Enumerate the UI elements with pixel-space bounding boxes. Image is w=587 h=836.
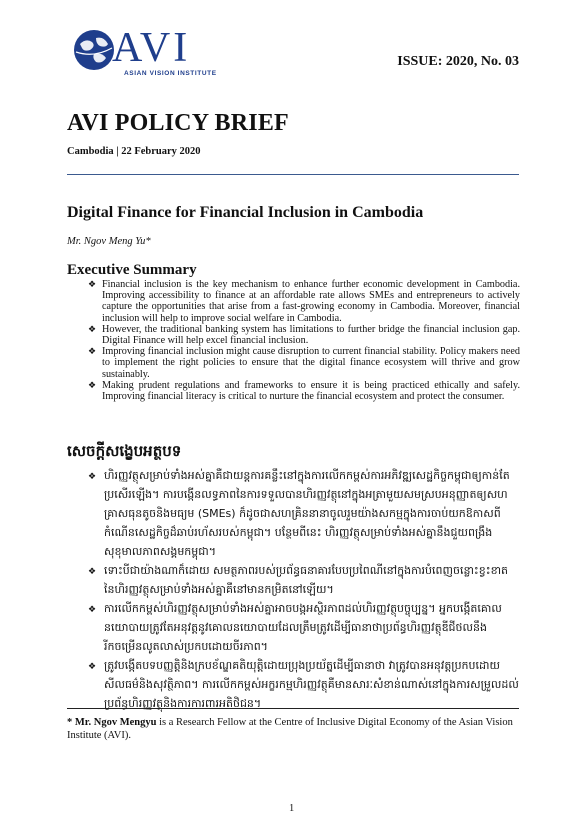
issue-label: ISSUE: 2020, No. 03 [397, 54, 519, 69]
list-item [88, 346, 520, 380]
summary-text: However, the traditional banking system has limitations to further bridge the financial inclusion gap. Digital Finance will help excel financial inclusion. [102, 323, 520, 347]
list-item [88, 466, 520, 561]
list-item [88, 380, 520, 402]
khmer-summary-heading: សេចក្តីសង្ខេបអត្ថបទ [67, 442, 182, 460]
page-number: 1 [289, 803, 295, 814]
diamond-bullet-icon: ❖ [88, 279, 97, 289]
diamond-bullet-icon: ❖ [88, 323, 97, 334]
brief-title: AVI POLICY BRIEF [67, 110, 289, 136]
khmer-text: ត្រូវបង្កើតបទបញ្ញត្តិនិងក្របខ័ណ្ឌគតិយុត្តិដោយប្រុងប្រយ័ត្នដើម្បីធានាថា វាត្រូវបានអនុវត្តប្រកបដោយសីលធម៌និងសុវត្ថិភាព។ ការលើកកម្ពស់អក្ខរកម្មហិរញ្ញវត្ថុគឺមានសារៈសំខាន់ណាស់នៅក្នុងការសម្រួលដល់ប្រព័ន្ធហិរញ្ញវត្ថុនិងការការពារអតិថិជន។ [104, 659, 519, 710]
list-item [88, 656, 520, 713]
summary-text: Making prudent regulations and frameworks to ensure it is being practiced ethically and safely. Improving financial literacy is critical to nurture the financial ecosystem and protect the consumer. [102, 379, 520, 403]
list-item [88, 324, 520, 346]
diamond-bullet-icon: ❖ [88, 605, 97, 615]
diamond-bullet-icon: ❖ [88, 346, 97, 357]
header-divider [67, 174, 519, 175]
diamond-bullet-icon: ❖ [88, 567, 97, 577]
globe-icon [72, 28, 116, 72]
footnote-divider [67, 708, 519, 709]
executive-summary-heading: Executive Summary [67, 262, 197, 278]
diamond-bullet-icon: ❖ [88, 379, 97, 390]
list-item [88, 599, 520, 656]
khmer-text: ទោះបីជាយ៉ាងណាក៏ដោយ សមត្ថភាពរបស់ប្រព័ន្ធធនាគារបែបប្រពៃណីនៅក្នុងការបំពេញចន្លោះខ្វះខាតនៃហិរញ្ញវត្ថុសម្រាប់ទាំងអស់គ្នាគឺនៅមានកម្រិតនៅឡើយ។ [104, 564, 509, 596]
article-title: Digital Finance for Financial Inclusion in Cambodia [67, 204, 424, 221]
diamond-bullet-icon: ❖ [88, 662, 97, 672]
logo-subtitle: ASIAN VISION INSTITUTE [124, 70, 217, 77]
author: Mr. Ngov Meng Yu* [67, 236, 151, 247]
summary-text: Financial inclusion is the key mechanism to enhance further economic development in Cambodia. Improving accessibility to finance at an affordable rate allows SMEs and entrepreneurs to actively capture the opportunities that arise from a fast-growing economy in Cambodia. Moreover, financial inclusion will help to improve social welfare in Cambodia. [102, 279, 520, 324]
footnote-author: * Mr. Ngov Mengyu [67, 717, 157, 728]
dateline: Cambodia | 22 February 2020 [67, 146, 201, 157]
list-item [88, 561, 520, 599]
khmer-text: ការលើកកម្ពស់ហិរញ្ញវត្ថុសម្រាប់ទាំងអស់គ្នាអាចបង្កអស្ថិរភាពដល់ហិរញ្ញវត្ថុបច្ចុប្បន្ន។ អ្នកបង្កើតគោលនយោបាយត្រូវតែអនុវត្តនូវគោលនយោបាយដែលត្រឹមត្រូវដើម្បីធានាថាប្រព័ន្ធហិរញ្ញវត្ថុឌីជីថលនឹងរីកចម្រើនលូតលាស់ប្រកបដោយចីរភាព។ [104, 602, 502, 653]
avi-logo [72, 25, 217, 84]
footnote-text: is a Research Fellow at the Centre of Inclusive Digital Economy of the Asian Vision Institute (AVI). [67, 717, 513, 741]
diamond-bullet-icon: ❖ [88, 472, 97, 482]
khmer-text: ហិរញ្ញវត្ថុសម្រាប់ទាំងអស់គ្នាគឺជាយន្តការគន្លឹះនៅក្នុងការលើកកម្ពស់ការអភិវឌ្ឍសេដ្ឋកិច្ចកម្ពុជាឲ្យកាន់តែប្រសើរឡើង។ ការបង្កើនលទ្ធភាពនៃការទទួលបានហិរញ្ញវត្ថុនៅក្នុងអត្រាមួយសមស្របអនុញ្ញាតឲ្យសហគ្រាសធុនតូចនិងមធ្យម (SMEs) ក៏ដូចជាសហគ្រិននានាចូលរួមយ៉ាងសកម្មក្នុងការចាប់យកឱកាសពីកំណើនសេដ្ឋកិច្ចដ៏ឆាប់រហ័សរបស់កម្ពុជា។ បន្ថែមពីនេះ ហិរញ្ញវត្ថុសម្រាប់ទាំងអស់គ្នានឹងជួយពង្រឹងសុខុមាលភាពសង្គមកម្ពុជា។ [104, 469, 510, 558]
summary-text: Improving financial inclusion might cause disruption to current financial stability. Policy makers need to implement the right policies to ensure that the digital finance ecosystem will thrive and grow sustainably. [102, 346, 520, 380]
logo-text: AVI [112, 25, 191, 71]
footnote [67, 716, 522, 742]
list-item [88, 279, 520, 324]
khmer-summary-list [88, 466, 520, 713]
executive-summary-list [88, 279, 520, 402]
